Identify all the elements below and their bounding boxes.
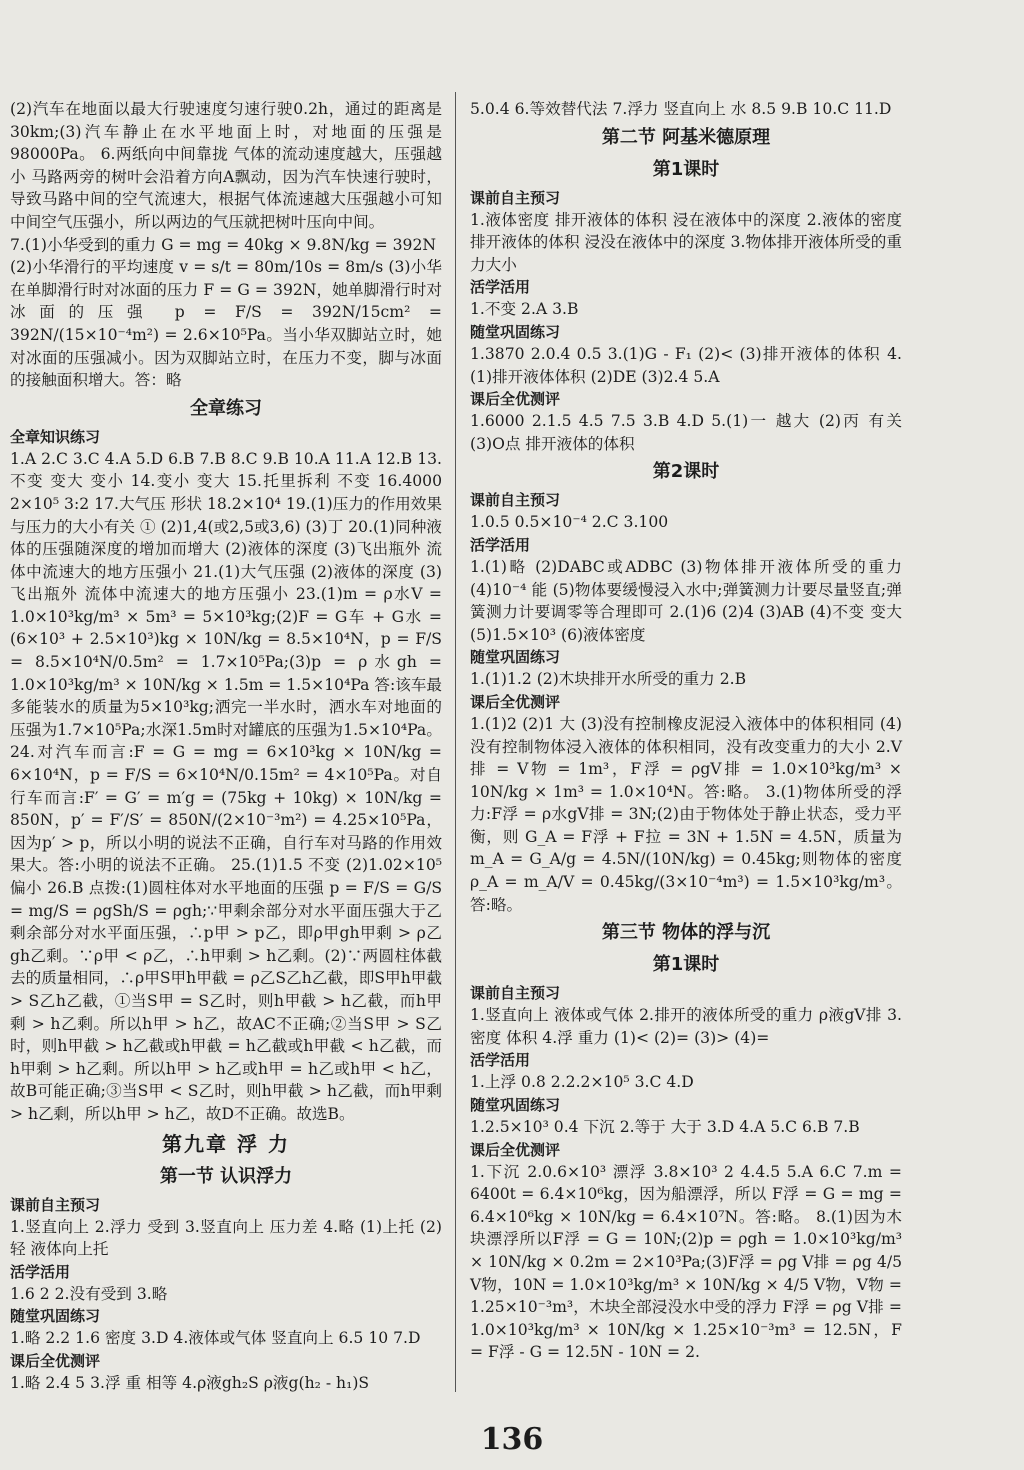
block-heading: 课前自主预习	[10, 1195, 101, 1214]
answer-paragraph: 1.(1)2 (2)1 大 (3)没有控制橡皮泥浸入液体中的体积相同 (4)没有控制物体浸入液体的体积相同，没有改变重力的大小 2.V排 = V物 = 1m³，F浮 = ρgV排 = 1.0×10³kg/m³ × 10N/kg × 1m³ = 1.0×10⁴N。答:略。 3.(1)物体所受的浮力:F浮 = ρ水gV排 = 3N;(2)由于物体处于静止状态，受力平衡，则 G_A = F浮 + F拉 = 3N + 1.5N = 4.5N，质量为 m_A = G_A/g = 4.5N/(10N/kg) = 0.45kg;则物体的密度 ρ_A = m_A/V = 0.45kg/(3×10⁻⁴m³) = 1.5×10³kg/m³。答:略。	[470, 714, 902, 914]
left-column	[10, 98, 442, 1395]
lesson-title: 第一节 认识浮力	[159, 1165, 293, 1187]
answer-paragraph: 1.竖直向上 2.浮力 受到 3.竖直向上 压力差 4.略 (1)上托 (2)轻 液体向上托	[10, 1217, 442, 1259]
answer-paragraph: 1.略 2.2 1.6 密度 3.D 4.液体或气体 竖直向上 6.5 10 7.D	[10, 1329, 421, 1348]
block-heading: 随堂巩固练习	[470, 322, 561, 341]
block-heading: 课后全优测评	[470, 390, 561, 409]
block-heading: 课前自主预习	[470, 188, 561, 207]
block-heading: 课后全优测评	[470, 692, 561, 711]
block-heading: 随堂巩固练习	[470, 648, 561, 667]
answer-paragraph: 1.A 2.C 3.C 4.A 5.D 6.B 7.B 8.C 9.B 10.A 11.A 12.B 13.不变 变大 变小 14.变小 变大 15.托里拆利 不变 16.4000 2×10⁵ 3:2 17.大气压 形状 18.2×10⁴ 19.(1)压力的作用效果与压力的大小有关 ① (2)1,4(或2,5或3,6) (3)丁 20.(1)同种液体的压强随深度的增加而增大 (2)液体的深度 (3)飞出瓶外 流体中流速大的地方压强小 21.(1)大气压强 (2)液体的深度 (3)飞出瓶外 流体中流速大的地方压强小 23.(1)m = ρ水V = 1.0×10³kg/m³ × 5m³ = 5×10³kg;(2)F = G车 + G水 = (6×10³ + 2.5×10³)kg × 10N/kg = 8.5×10⁴N，p = F/S = 8.5×10⁴N/0.5m² = 1.7×10⁵Pa;(3)p = ρ水gh = 1.0×10³kg/m³ × 10N/kg × 1.5m = 1.5×10⁴Pa 答:该车最多能装水的质量为5×10³kg;洒完一半水时，洒水车对地面的压强为1.7×10⁵Pa;水深1.5m时对罐底的压强为1.5×10⁴Pa。 24.对汽车而言:F = G = mg = 6×10³kg × 10N/kg = 6×10⁴N，p = F/S = 6×10⁴N/0.15m² = 4×10⁵Pa。对自行车而言:F′ = G′ = m′g = (75kg + 10kg) × 10N/kg = 850N，p′ = F′/S′ = 850N/(2×10⁻³m²) = 4.25×10⁵Pa，因为p′ > p，所以小明的说法不正确，自行车对马路的作用效果大。答:小明的说法不正确。 25.(1)1.5 不变 (2)1.02×10⁵ 偏小 26.B 点拨:(1)圆柱体对水平地面的压强 p = F/S = G/S = mg/S = ρgSh/S = ρgh;∵甲剩余部分对水平面压强大于乙剩余部分对水平面压强，∴p甲 > p乙，即ρ甲gh甲剩 > ρ乙gh乙剩。∵ρ甲 < ρ乙，∴h甲剩 > h乙剩。(2)∵两圆柱体截去的质量相同，∴ρ甲S甲h甲截 = ρ乙S乙h乙截，即S甲h甲截 > S乙h乙截，①当S甲 = S乙时，则h甲截 > h乙截，而h甲剩 > h乙剩。所以h甲 > h乙，故AC不正确;②当S甲 > S乙时，则h甲截 > h乙截或h甲截 = h乙截或h甲截 < h乙截，而h甲剩 > h乙剩。所以h甲 > h乙或h甲 = h乙或h甲 < h乙，故B可能正确;③当S甲 < S乙时，则h甲截 > h乙截，而h甲剩 > h乙剩，所以h甲 > h乙，故D不正确。故选B。	[10, 449, 443, 1123]
answer-paragraph: 1.上浮 0.8 2.2.2×10⁵ 3.C 4.D	[470, 1073, 694, 1092]
block-heading: 课前自主预习	[470, 491, 561, 510]
block-heading: 随堂巩固练习	[470, 1096, 561, 1115]
block-heading: 随堂巩固练习	[10, 1307, 101, 1326]
chapter-title: 第九章 浮 力	[162, 1131, 290, 1156]
answer-paragraph: 1.(1)1.2 (2)木块排开水所受的重力 2.B	[470, 670, 747, 689]
lesson-title: 第1课时	[652, 158, 720, 180]
section-title: 第二节 阿基米德原理	[601, 126, 771, 148]
section-title: 全章练习	[190, 397, 262, 419]
answer-paragraph: 1.液体密度 排开液体的体积 浸在液体中的深度 2.液体的密度 排开液体的体积 浸没在液体中的深度 3.物体排开液体所受的重力大小	[470, 210, 902, 274]
answer-paragraph: 1.2.5×10³ 0.4 下沉 2.等于 大于 3.D 4.A 5.C 6.B 7.B	[470, 1118, 860, 1137]
answer-paragraph: 1.略 2.4 5 3.浮 重 相等 4.ρ液gh₂S ρ液g(h₂ - h₁)S	[10, 1373, 370, 1392]
answer-paragraph: 1.竖直向上 液体或气体 2.排开的液体所受的重力 ρ液gV排 3.密度 体积 4.浮 重力 (1)< (2)= (3)> (4)=	[470, 1006, 902, 1047]
answer-paragraph: 1.不变 2.A 3.B	[470, 300, 579, 319]
lesson-title: 第2课时	[652, 461, 720, 483]
column-divider	[455, 92, 456, 1392]
block-heading: 全章知识练习	[10, 427, 101, 446]
answer-paragraph: 7.(1)小华受到的重力 G = mg = 40kg × 9.8N/kg = 392N	[10, 235, 437, 254]
section-title: 第三节 物体的浮与沉	[601, 922, 771, 944]
block-heading: 课后全优测评	[10, 1351, 101, 1370]
page-number: 136	[480, 1422, 544, 1457]
answer-paragraph: 1.下沉 2.0.6×10³ 漂浮 3.8×10³ 2 4.4.5 5.A 6.C 7.m = 6400t = 6.4×10⁶kg，因为船漂浮，所以 F浮 = G = mg = 6.4×10⁶kg × 10N/kg = 6.4×10⁷N。答:略。 8.(1)因为木块漂浮所以F浮 = G = 10N;(2)p = ρgh = 1.0×10³kg/m³ × 10N/kg × 0.2m = 2×10³Pa;(3)F浮 = ρg V排 = ρg 4/5 V物，10N = 1.0×10³kg/m³ × 10N/kg × 4/5 V物，V物 = 1.25×10⁻³m³，木块全部浸没水中受的浮力 F浮 = ρg V排 = 1.0×10³kg/m³ × 10N/kg × 1.25×10⁻³m³ = 12.5N，F = F浮 - G = 12.5N - 10N = 2.	[470, 1162, 902, 1362]
block-heading: 课前自主预习	[470, 984, 561, 1003]
lesson-title: 第1课时	[652, 954, 720, 976]
right-column	[470, 98, 902, 1364]
block-heading: 活学活用	[470, 535, 531, 554]
answer-paragraph: (2)汽车在地面以最大行驶速度匀速行驶0.2h，通过的距离是30km;(3)汽车静止在水平地面上时，对地面的压强是98000Pa。 6.两纸向中间靠拢 气体的流动速度越大，压强越小 马路两旁的树叶会沿着方向A飘动，因为汽车快速行驶时，导致马路中间的空气流速大，根据气体流速越大压强越小可知中间空气压强小，所以两边的气压就把树叶压向中间。	[10, 100, 442, 231]
answer-paragraph: 1.6 2 2.没有受到 3.略	[10, 1284, 168, 1303]
block-heading: 活学活用	[10, 1262, 71, 1281]
answer-paragraph: 1.0.5 0.5×10⁻⁴ 2.C 3.100	[470, 513, 669, 532]
answer-paragraph: 1.3870 2.0.4 0.5 3.(1)G - F₁ (2)< (3)排开液体的体积 4.(1)排开液体体积 (2)DE (3)2.4 5.A	[470, 344, 902, 386]
block-heading: 活学活用	[470, 1051, 531, 1070]
answer-paragraph: 5.0.4 6.等效替代法 7.浮力 竖直向上 水 8.5 9.B 10.C 11.D	[470, 100, 892, 118]
block-heading: 活学活用	[470, 278, 531, 297]
block-heading: 课后全优测评	[470, 1140, 561, 1159]
answer-paragraph: 1.(1)略 (2)DABC或ADBC (3)物体排开液体所受的重力 (4)10⁻⁴ 能 (5)物体要缓慢浸入水中;弹簧测力计要尽量竖直;弹簧测力计要调零等合理即可 2.(1)6 (2)4 (3)AB (4)不变 变大 (5)1.5×10³ (6)液体密度	[470, 557, 902, 644]
answer-paragraph: (2)小华滑行的平均速度 v = s/t = 80m/10s = 8m/s (3)小华在单脚滑行时对冰面的压力 F = G = 392N，她单脚滑行时对冰面的压强 p = F/S = 392N/15cm² = 392N/(15×10⁻⁴m²) = 2.6×10⁵Pa。当小华双脚站立时，她对冰面的压强减小。因为双脚站立时，在压力不变，脚与冰面的接触面积增大。答：略	[10, 258, 442, 390]
answer-paragraph: 1.6000 2.1.5 4.5 7.5 3.B 4.D 5.(1)一 越大 (2)丙 有关 (3)O点 排开液体的体积	[470, 412, 902, 453]
